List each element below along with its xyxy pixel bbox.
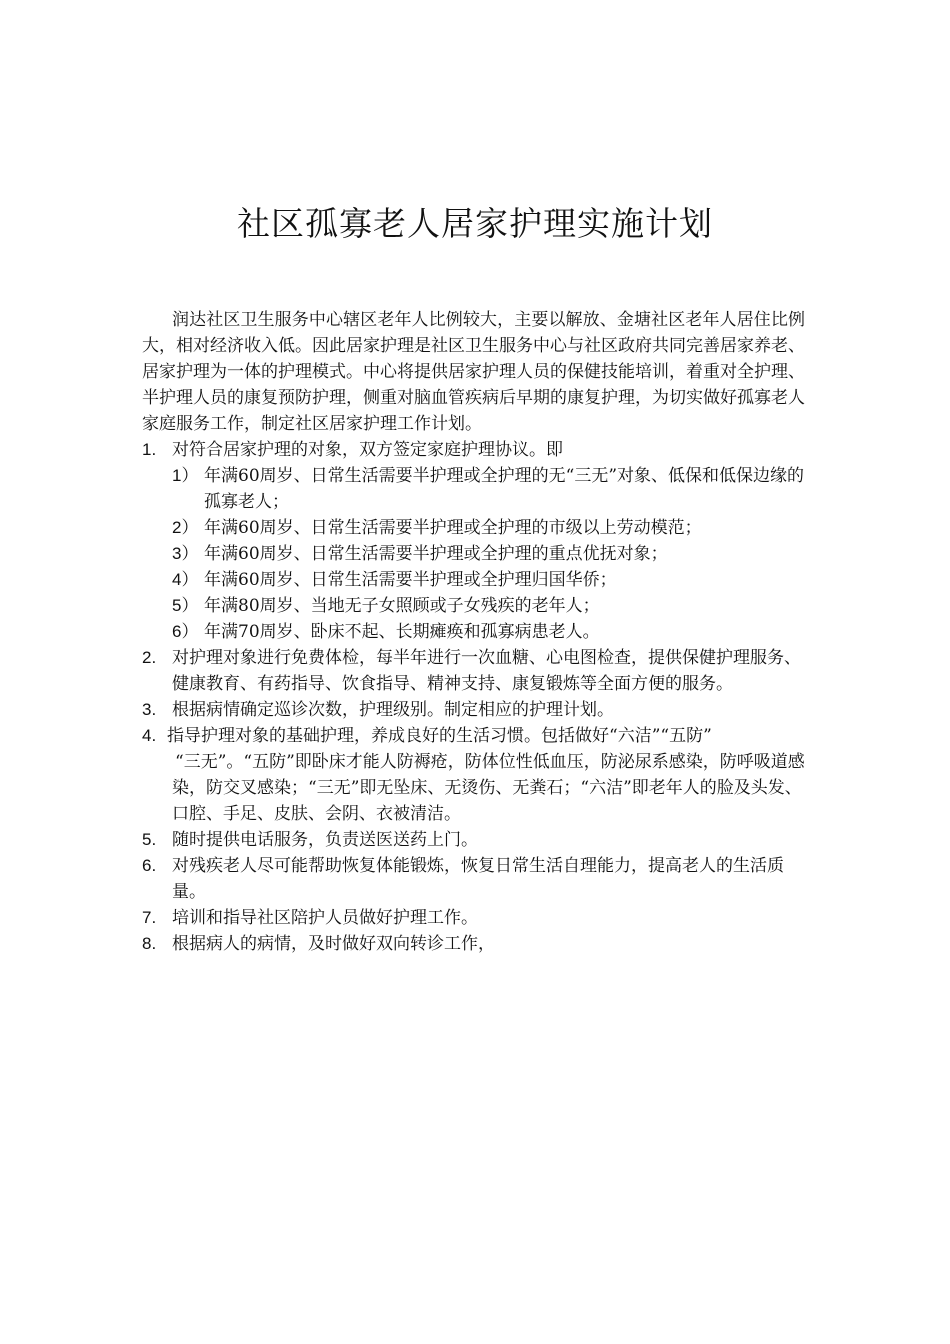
list-item-2 xyxy=(142,645,805,697)
list-item-number: 1. xyxy=(142,440,157,459)
list-item-number: 5. xyxy=(142,830,157,849)
list-item-text: 对护理对象进行免费体检，每半年进行一次血糖、心电图检查，提供保健护理服务、健康教育、有药指导、饮食指导、精神支持、康复锻炼等全面方便的服务。 xyxy=(172,648,801,694)
sub-item-text: 年满60周岁、日常生活需要半护理或全护理归国华侨； xyxy=(204,570,617,590)
list-item-number: 8. xyxy=(142,934,157,953)
list-item-text: 根据病情确定巡诊次数，护理级别。制定相应的护理计划。 xyxy=(172,700,614,720)
sub-item-text: 年满60周岁、日常生活需要半护理或全护理的重点优抚对象； xyxy=(204,544,668,564)
sub-item-text: 年满60周岁、日常生活需要半护理或全护理的市级以上劳动模范； xyxy=(204,518,702,538)
sub-item-number: 5） xyxy=(172,596,199,615)
sub-item-5 xyxy=(172,593,805,619)
sub-item-number: 2） xyxy=(172,518,199,537)
list-item-number: 3. xyxy=(142,700,157,719)
sub-item-1 xyxy=(172,463,805,515)
list-item-7 xyxy=(142,905,805,931)
sub-item-number: 4） xyxy=(172,570,199,589)
list-item-number: 4. xyxy=(142,726,157,745)
list-item-1 xyxy=(142,437,805,463)
list-item-text: 根据病人的病情，及时做好双向转诊工作， xyxy=(172,934,495,954)
sub-item-number: 6） xyxy=(172,622,199,641)
document-body xyxy=(142,307,805,957)
sub-item-text: 年满70周岁、卧床不起、长期瘫痪和孤寡病患老人。 xyxy=(204,622,600,642)
sub-item-4 xyxy=(172,567,805,593)
list-item-3 xyxy=(142,697,805,723)
list-item-number: 7. xyxy=(142,908,157,927)
intro-paragraph: 润达社区卫生服务中心辖区老年人比例较大，主要以解放、金塘社区老年人居住比例大，相对经济收入低。因此居家护理是社区卫生服务中心与社区政府共同完善居家养老、居家护理为一体的护理模式。中心将提供居家护理人员的保健技能培训，着重对全护理、半护理人员的康复预防护理，侧重对脑血管疾病后早期的康复护理，为切实做好孤寡老人家庭服务工作，制定社区居家护理工作计划。 xyxy=(142,310,805,434)
list-item-number: 2. xyxy=(142,648,157,667)
sub-item-text: 年满80周岁、当地无子女照顾或子女残疾的老年人； xyxy=(204,596,600,616)
list-item-8 xyxy=(142,931,805,957)
list-item-5 xyxy=(142,827,805,853)
list-item-text: 对残疾老人尽可能帮助恢复体能锻炼，恢复日常生活自理能力，提高老人的生活质量。 xyxy=(172,856,784,902)
list-item-number: 6. xyxy=(142,856,157,875)
sub-item-6 xyxy=(172,619,805,645)
list-item-text: 指导护理对象的基础护理，养成良好的生活习惯。包括做好“六洁”“五防” xyxy=(167,726,712,746)
sub-item-number: 3） xyxy=(172,544,199,563)
page-title: 社区孤寡老人居家护理实施计划 xyxy=(237,204,713,243)
sub-item-3 xyxy=(172,541,805,567)
list-item-text: 培训和指导社区陪护人员做好护理工作。 xyxy=(172,908,478,928)
list-item-4-continuation: “三无”。“五防”即卧床才能人防褥疮，防体位性低血压，防泌尿系感染，防呼吸道感染，防交叉感染；“三无”即无坠床、无烫伤、无粪石；“六洁”即老年人的脸及头发、口腔、手足、皮肤、会阴、衣被清洁。 xyxy=(172,752,805,824)
list-item-text: 对符合居家护理的对象，双方签定家庭护理协议。即 xyxy=(172,440,563,460)
list-item-4 xyxy=(142,723,805,749)
sub-item-text: 年满60周岁、日常生活需要半护理或全护理的无“三无”对象、低保和低保边缘的孤寡老人； xyxy=(204,466,805,512)
sub-item-2 xyxy=(172,515,805,541)
sub-item-number: 1） xyxy=(172,466,199,485)
list-item-text: 随时提供电话服务，负责送医送药上门。 xyxy=(172,830,478,850)
list-item-6 xyxy=(142,853,805,905)
sub-list xyxy=(142,463,805,645)
